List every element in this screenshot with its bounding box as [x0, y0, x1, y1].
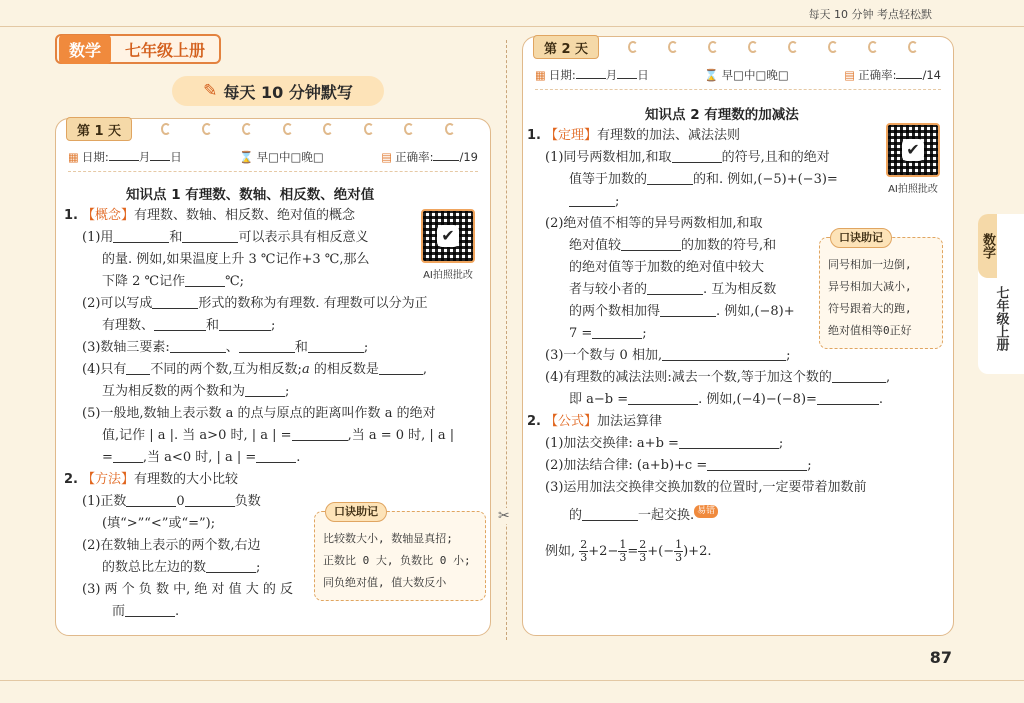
list-item: 即 a−b = . 例如,(−4)−(−8)= . [569, 392, 884, 407]
list-item: (2)加法结合律: (a+b)+c = ; [545, 458, 812, 473]
time-field[interactable]: ⌛ 早□中□晚□ [239, 150, 324, 164]
answer-blank[interactable] [245, 382, 285, 397]
side-tab[interactable] [978, 214, 1024, 374]
qr-caption: AI拍照批改 [888, 184, 938, 195]
list-item: 的绝对值等于加数的绝对值中较大 [569, 260, 765, 275]
ring-icon [748, 41, 758, 53]
list-item: ; [527, 191, 951, 213]
ring-icon [668, 41, 678, 53]
list-item: (填“>”“<”或“=”); [102, 516, 216, 531]
fraction: $\frac{2}{3}$ [639, 538, 647, 564]
ring-icon [868, 41, 878, 53]
fraction: $\frac{1}{3}$ [619, 538, 627, 564]
answer-blank[interactable] [125, 602, 175, 617]
answer-blank[interactable] [379, 360, 423, 375]
mnemonic-box [314, 505, 486, 601]
answer-blank[interactable] [256, 448, 296, 463]
side-tab-grade: 七年级上册 [993, 286, 1009, 351]
answer-blank[interactable] [621, 236, 681, 251]
mnemonic-line: 比较数大小, 数轴显真招; [323, 532, 453, 545]
list-item: (1)加法交换律: a+b = ; [545, 436, 784, 451]
ring-icon [908, 41, 918, 53]
answer-blank[interactable] [185, 492, 235, 507]
calendar-icon: ▦ [535, 68, 546, 82]
day1-tab: 第 1 天 [66, 117, 132, 141]
running-header: 每天 10 分钟 考点轻松默 [808, 8, 932, 21]
side-tab-subject: 数学 [978, 214, 997, 278]
mnemonic-title: 口诀助记 [830, 228, 892, 248]
cut-line [506, 40, 507, 640]
answer-blank[interactable] [239, 338, 295, 353]
day1-meta [68, 149, 478, 172]
header-line [0, 26, 1024, 27]
answer-blank[interactable] [628, 390, 698, 405]
list-item: (3)数轴三要素: 、 和 ; [82, 340, 369, 355]
ring-icon [161, 123, 171, 135]
list-item: (1)用 和 可以表示具有相反意义 [82, 230, 369, 245]
section-banner [172, 76, 384, 106]
subject-label: 数学 [59, 35, 111, 64]
list-item: 的数总比左边的数 ; [102, 560, 261, 575]
mnemonic-line: 同负绝对值, 值大数反小 [323, 576, 447, 589]
list-item: 有理数、 和 ; [102, 318, 276, 333]
grade-label: 七年级上册 [125, 40, 206, 60]
ring-icon [708, 41, 718, 53]
check-note-icon: ▤ [844, 68, 856, 82]
list-item: (1)正数 0 负数 [82, 494, 261, 509]
date-field[interactable]: ▦ 日期: 月 日 [68, 150, 182, 164]
list-item: (4)只有 不同的两个数,互为相反数;a 的相反数是 , [82, 362, 427, 377]
banner-title: 每天 10 分钟默写 [223, 82, 353, 102]
answer-blank[interactable] [817, 390, 879, 405]
date-field[interactable]: ▦ 日期: 月 日 [535, 68, 649, 82]
ring-icon [445, 123, 455, 135]
example-formula: 例如, $\frac{2}{3}$ +2− $\frac{1}{3}$ = $\frac{2}{3}$ +(− $\frac{1}{3}$ )+2. [545, 538, 712, 564]
fraction: $\frac{1}{3}$ [675, 538, 683, 564]
footer-line [0, 680, 1024, 681]
mnemonic-line: 绝对值相等0正好 [828, 324, 912, 337]
ring-icon [628, 41, 638, 53]
binder-rings [146, 123, 470, 135]
list-item: (3)一个数与 0 相加, ; [545, 348, 791, 363]
calendar-icon: ▦ [68, 150, 79, 164]
list-item: 的 一起交换. 易错 [527, 505, 951, 527]
day1-card [55, 118, 491, 636]
qr-caption: AI拍照批改 [423, 270, 473, 281]
answer-blank[interactable] [647, 280, 703, 295]
answer-blank[interactable] [154, 316, 206, 331]
answer-blank[interactable] [672, 148, 722, 163]
list-item: (3)运用加法交换律交换加数的位置时,一定要带着加数前 [545, 480, 867, 495]
hourglass-icon: ⌛ [239, 150, 254, 164]
answer-blank[interactable] [219, 316, 271, 331]
ring-icon [828, 41, 838, 53]
ring-icon [364, 123, 374, 135]
fraction: $\frac{2}{3}$ [580, 538, 588, 564]
list-item: (2)绝对值不相等的异号两数相加,和取 [545, 216, 763, 231]
list-item: 1. 【定理】有理数的加法、减法法则 [527, 128, 741, 143]
list-item: (3) 两 个 负 数 中, 绝 对 值 大 的 反 [82, 582, 294, 597]
binder-rings [613, 41, 933, 53]
day2-card [522, 36, 954, 636]
list-item: 2. 【公式】加法运算律 [527, 414, 663, 429]
list-item: 的量. 例如,如果温度上升 3 ℃记作+3 ℃,那么 [102, 252, 370, 267]
pencil-icon: ✎ [203, 81, 218, 101]
answer-blank[interactable] [647, 170, 693, 185]
ring-icon [323, 123, 333, 135]
day2-meta [535, 67, 941, 90]
list-item: 值等于加数的 的和. 例如,(−5)+(−3)= [569, 172, 838, 187]
mnemonic-line: 异号相加大减小, [828, 280, 912, 293]
list-item: 2. 【方法】有理数的大小比较 [64, 472, 239, 487]
page-number: 87 [929, 648, 952, 667]
answer-blank[interactable] [113, 448, 143, 463]
list-item: 下降 2 ℃记作 ℃; [102, 274, 245, 289]
list-item: 1. 【概念】有理数、数轴、相反数、绝对值的概念 [64, 208, 356, 223]
answer-blank[interactable] [170, 338, 226, 353]
list-item: 互为相反数的两个数和为 ; [102, 384, 290, 399]
error-prone-badge: 易错 [694, 505, 718, 518]
answer-blank[interactable] [292, 426, 348, 441]
answer-blank[interactable] [126, 492, 176, 507]
knowledge-point-title: 知识点 1 有理数、数轴、相反数、绝对值 [126, 187, 375, 203]
list-item: 7 = ; [569, 326, 647, 341]
list-item: 而 . [112, 604, 180, 619]
answer-blank[interactable] [582, 506, 638, 521]
ring-icon [788, 41, 798, 53]
knowledge-point-title: 知识点 2 有理数的加减法 [645, 107, 799, 123]
list-item: (4)有理数的减法法则:减去一个数,等于加这个数的 , [545, 370, 891, 385]
ring-icon [202, 123, 212, 135]
subject-badge [55, 34, 221, 64]
accuracy-field[interactable]: ▤ 正确率: /14 [844, 68, 941, 82]
answer-blank[interactable] [707, 456, 807, 471]
list-item: (2)可以写成 形式的数称为有理数. 有理数可以分为正 [82, 296, 428, 311]
mnemonic-title: 口诀助记 [325, 502, 387, 522]
checkmark-icon: ✔ [437, 225, 459, 247]
ring-icon [404, 123, 414, 135]
scissors-icon: ✂ [498, 508, 510, 524]
ring-icon [283, 123, 293, 135]
mnemonic-line: 正数比 0 大, 负数比 0 小; [323, 554, 471, 567]
list-item: 值,记作 | a |. 当 a>0 时, | a | = ,当 a = 0 时, | a | [102, 428, 455, 443]
mnemonic-line: 符号跟着大的跑, [828, 302, 912, 315]
mnemonic-box [819, 231, 943, 349]
list-item: 绝对值较 的加数的符号,和 [569, 238, 777, 253]
answer-blank[interactable] [182, 228, 238, 243]
day2-tab: 第 2 天 [533, 35, 599, 59]
answer-blank[interactable] [113, 228, 169, 243]
answer-blank[interactable] [152, 294, 198, 309]
answer-blank[interactable] [206, 558, 256, 573]
hourglass-icon: ⌛ [704, 68, 719, 82]
list-item: (5)一般地,数轴上表示数 a 的点与原点的距离叫作数 a 的绝对 [82, 406, 436, 421]
answer-blank[interactable] [832, 368, 886, 383]
answer-blank[interactable] [126, 360, 150, 375]
answer-blank[interactable] [569, 192, 615, 207]
answer-blank[interactable] [662, 346, 786, 361]
check-note-icon: ▤ [381, 150, 393, 164]
answer-blank[interactable] [308, 338, 364, 353]
list-item: 的两个数相加得 . 例如,(−8)+ [569, 304, 795, 319]
answer-blank[interactable] [660, 302, 716, 317]
answer-blank[interactable] [679, 434, 779, 449]
list-item: 者与较小者的 . 互为相反数 [569, 282, 777, 297]
ring-icon [242, 123, 252, 135]
mnemonic-line: 同号相加一边倒, [828, 258, 912, 271]
list-item: = ,当 a<0 时, | a | = . [102, 450, 301, 465]
answer-blank[interactable] [185, 272, 225, 287]
time-field[interactable]: ⌛ 早□中□晚□ [704, 68, 789, 82]
list-item: (2)在数轴上表示的两个数,右边 [82, 538, 261, 553]
checkmark-icon: ✔ [902, 139, 924, 161]
accuracy-field[interactable]: ▤ 正确率: /19 [381, 150, 478, 164]
answer-blank[interactable] [592, 324, 642, 339]
list-item: (1)同号两数相加,和取 的符号,且和的绝对 [545, 150, 830, 165]
